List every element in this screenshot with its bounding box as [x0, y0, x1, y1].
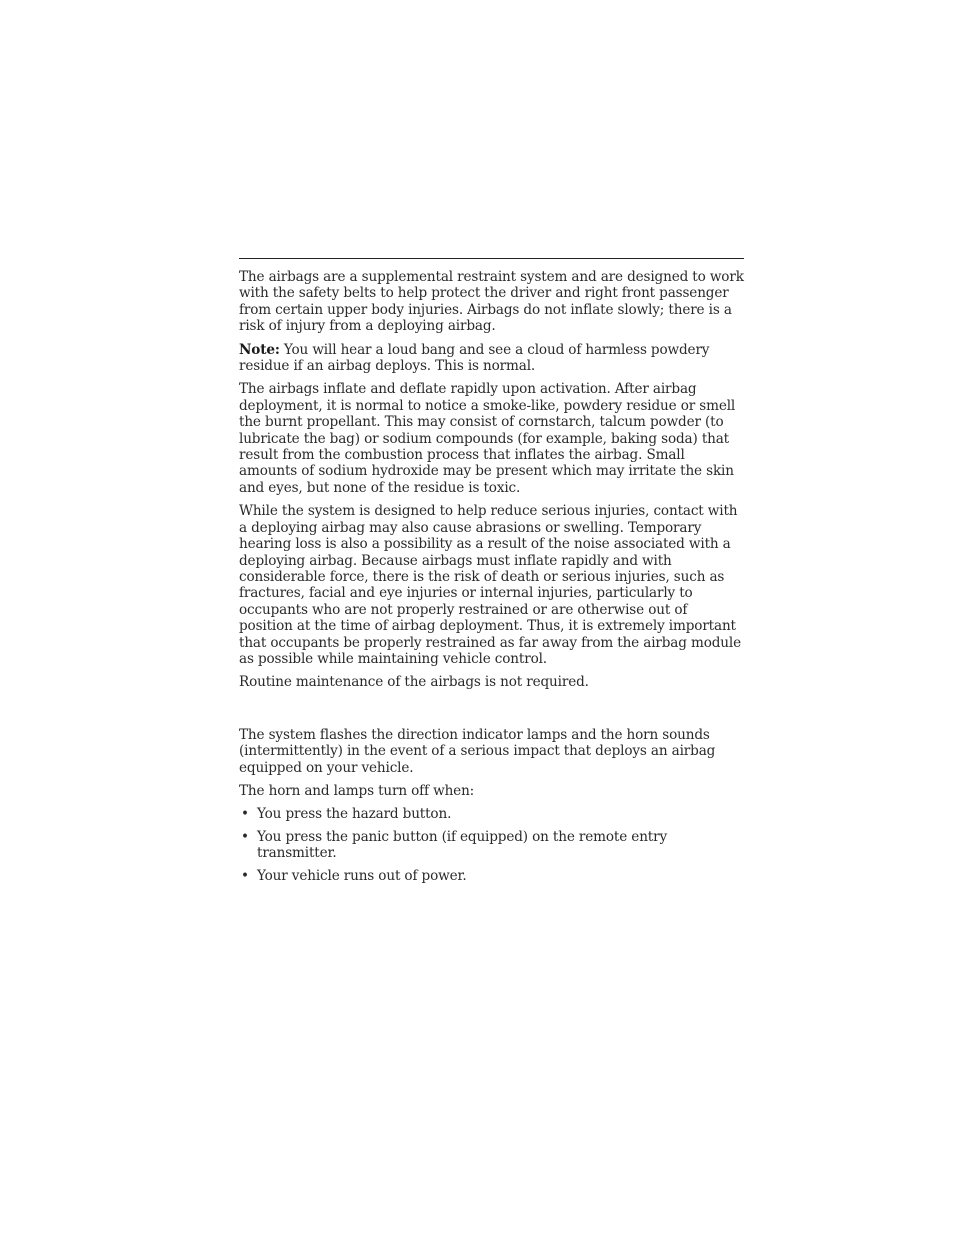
list-item [239, 829, 744, 862]
bullet-icon: • [241, 867, 249, 884]
bullet-icon: • [241, 806, 249, 823]
maintenance-paragraph: Routine maintenance of the airbags is not required. [239, 674, 589, 691]
page-content [239, 258, 744, 890]
turn-off-conditions-list [239, 806, 744, 884]
note-text: You will hear a loud bang and see a cloud of harmless powdery residue if an airbag deploys. This is normal. [239, 341, 710, 375]
airbag-intro-paragraph: The airbags are a supplemental restraint system and are designed to work with the safety belts to help protect the driver and right front passenger from certain upper body injuries. Airbags do not inflate slowly; there is a risk of injury from a deploying airbag. [239, 269, 744, 335]
list-item-text: You press the hazard button. [257, 806, 452, 823]
note-label: Note: [239, 341, 280, 358]
top-rule [239, 258, 744, 259]
list-item-text: You press the panic button (if equipped) on the remote entry transmitter. [257, 828, 667, 862]
injury-warning-paragraph: While the system is designed to help reduce serious injuries, contact with a deploying airbag may also cause abrasions or swelling. Temporary hearing loss is also a possibility as a result of the noise associated with a deploying airbag. Because airbags must inflate rapidly and with considerable force, there is the risk of death or serious injuries, such as fractures, facial and eye injuries or internal injuries, particularly to occupants who are not properly restrained or are otherwise out of position at the time of airbag deployment. Thus, it is extremely important that occupants be properly restrained as far away from the airbag module as possible while maintaining vehicle control. [239, 503, 742, 667]
deployment-residue-paragraph: The airbags inflate and deflate rapidly upon activation. After airbag deployment, it is normal to notice a smoke-like, powdery residue or smell the burnt propellant. This may consist of cornstarch, talcum powder (to lubricate the bag) or sodium compounds (for example, baking soda) that result from the combustion process that inflates the airbag. Small amounts of sodium hydroxide may be present which may irritate the skin and eyes, but none of the residue is toxic. [239, 381, 736, 496]
note-paragraph [239, 342, 744, 375]
list-item [239, 868, 744, 884]
alert-system-paragraph: The system flashes the direction indicator lamps and the horn sounds (intermittently) in the event of a serious impact that deploys an airbag equipped on your vehicle. [239, 726, 716, 776]
list-item [239, 806, 744, 822]
list-item-text: Your vehicle runs out of power. [257, 867, 467, 884]
section-gap [239, 698, 744, 727]
turn-off-intro-paragraph: The horn and lamps turn off when: [239, 782, 475, 799]
bullet-icon: • [241, 828, 249, 845]
